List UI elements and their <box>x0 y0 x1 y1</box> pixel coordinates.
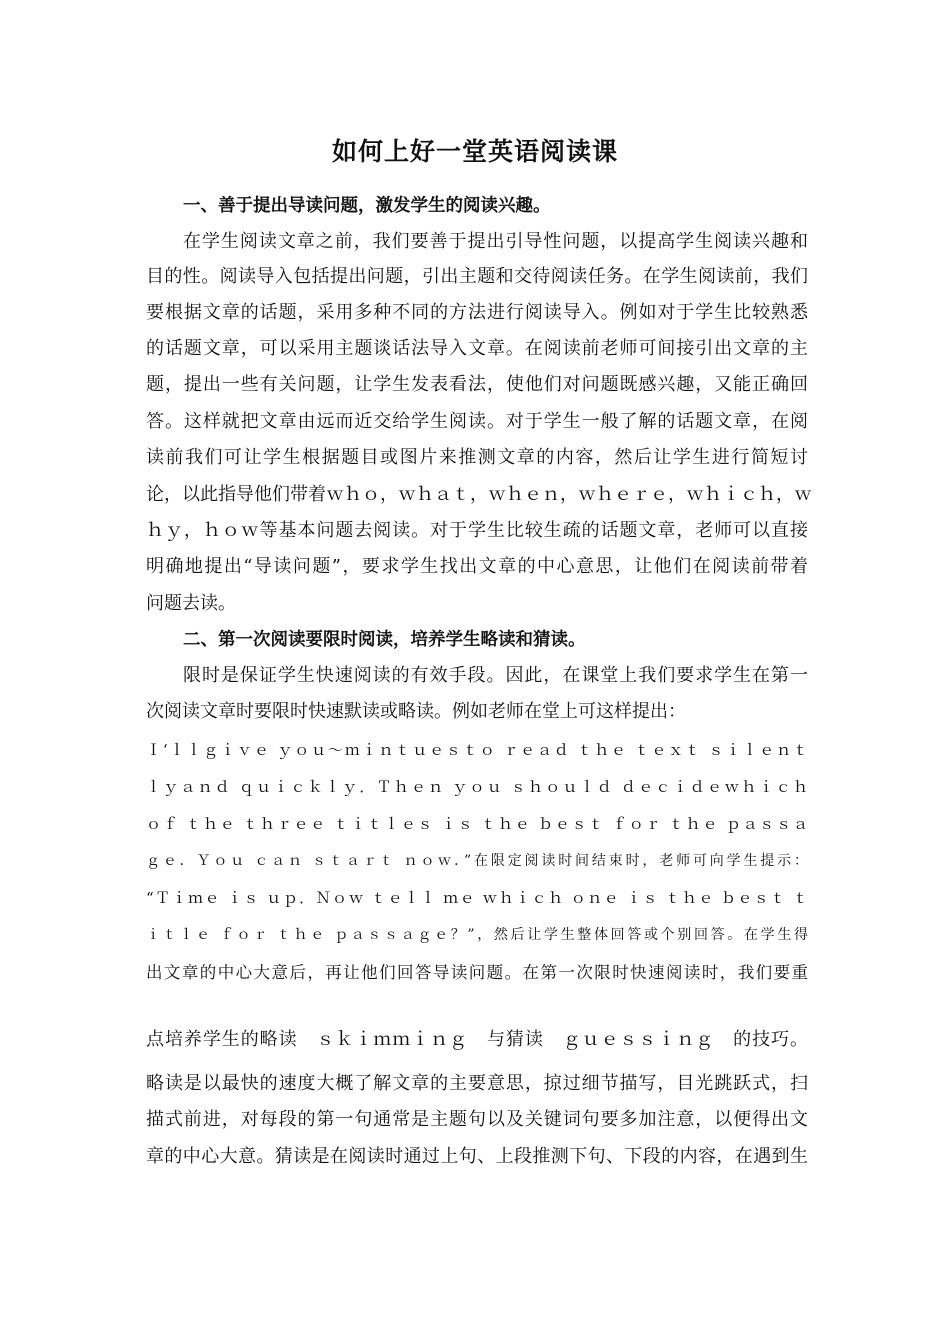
section-heading-2: 二、第一次阅读要限时阅读，培养学生略读和猜读。 <box>183 630 586 650</box>
paragraph-line: 描式前进，对每段的第一句通常是主题句以及关键词句要多加注意，以便得出文 <box>146 1109 808 1130</box>
paragraph-line: 读前我们可让学生根据题目或图片来推测文章的内容，然后让学生进行简短讨 <box>146 447 808 468</box>
english-quote-line: ｇｅ．Ｙｏｕ ｃａｎ ｓｔａｒｔ ｎｏｗ．”在限定阅读时间结束时，老师可向学生提示： <box>146 853 808 869</box>
paragraph-line: 略读是以最快的速度大概了解文章的主要意思，掠过细节描写，目光跳跃式，扫 <box>146 1073 808 1094</box>
paragraph-line: 限时是保证学生快速阅读的有效手段。因此，在课堂上我们要求学生在第一 <box>183 665 808 686</box>
paragraph-line: 论，以此指导他们带着ｗｈｏ，ｗｈａｔ，ｗｈｅｎ，ｗｈｅｒｅ，ｗｈｉｃｈ，ｗ <box>146 484 812 505</box>
paragraph-line: 的话题文章，可以采用主题谈话法导入文章。在阅读前老师可间接引出文章的主 <box>146 338 808 359</box>
english-quote-line: ｏｆ ｔｈｅ ｔｈｒｅｅ ｔｉｔｌｅｓ ｉｓ ｔｈｅ ｂｅｓｔ ｆｏｒ ｔｈｅ ｐａｓｓａ <box>146 815 808 833</box>
paragraph-line: 出文章的中心大意后，再让他们回答导读问题。在第一次限时快速阅读时，我们要重 <box>146 963 808 982</box>
english-quote-line: “Ｔｉｍｅ ｉｓ ｕｐ．Ｎｏｗ ｔｅｌｌ ｍｅ ｗｈｉｃｈ ｏｎｅ ｉｓ ｔｈｅ ｂｅｓｔ ｔ <box>146 889 808 907</box>
paragraph-line: 明确地提出“导读问题”，要求学生找出文章的中心意思，让他们在阅读前带着 <box>146 556 808 577</box>
paragraph-line: 目的性。阅读导入包括提出问题，引出主题和交待阅读任务。在学生阅读前，我们 <box>146 266 808 287</box>
page-title: 如何上好一堂英语阅读课 <box>331 137 618 166</box>
paragraph-line: 答。这样就把文章由远而近交给学生阅读。对于学生一般了解的话题文章，在阅 <box>146 411 808 432</box>
english-quote-line: ｌｙａｎｄ ｑｕｉｃｋｌｙ．Ｔｈｅｎ ｙｏｕ ｓｈｏｕｌｄ ｄｅｃｉｄｅｗｈｉｃｈ <box>146 778 808 796</box>
paragraph-line: 题，提出一些有关问题，让学生发表看法，使他们对问题既感兴趣，又能正确回 <box>146 374 808 395</box>
english-quote-line: Ｉ‘ｌｌｇｉｖｅ ｙｏｕ～ｍｉｎｔｕｅｓｔｏ ｒｅａｄ ｔｈｅ ｔｅｘｔ ｓｉｌｅｎｔ <box>146 741 808 759</box>
paragraph-line: 在学生阅读文章之前，我们要善于提出引导性问题，以提高学生阅读兴趣和 <box>183 231 808 252</box>
paragraph-line: ｈｙ，ｈｏｗ等基本问题去阅读。对于学生比较生疏的话题文章，老师可以直接 <box>146 520 808 541</box>
paragraph-line: 点培养学生的略读 ｓｋｉｍｍｉｎｇ 与猜读 ｇｕｅｓｓｉｎｇ 的技巧。 <box>146 1029 808 1050</box>
paragraph-line: 章的中心大意。猜读是在阅读时通过上句、上段推测下句、下段的内容，在遇到生 <box>146 1146 808 1167</box>
english-quote-line: ｉｔｌｅ ｆｏｒ ｔｈｅ ｐａｓｓａｇｅ？”，然后让学生整体回答或个别回答。在学生得 <box>146 927 808 943</box>
paragraph-line: 问题去读。 <box>146 593 236 614</box>
paragraph-line: 要根据文章的话题，采用多种不同的方法进行阅读导入。例如对于学生比较熟悉 <box>146 302 808 323</box>
section-heading-1: 一、善于提出导读问题，激发学生的阅读兴趣。 <box>183 196 551 216</box>
paragraph-line: 次阅读文章时要限时快速默读或略读。例如老师在堂上可这样提出： <box>146 701 686 722</box>
